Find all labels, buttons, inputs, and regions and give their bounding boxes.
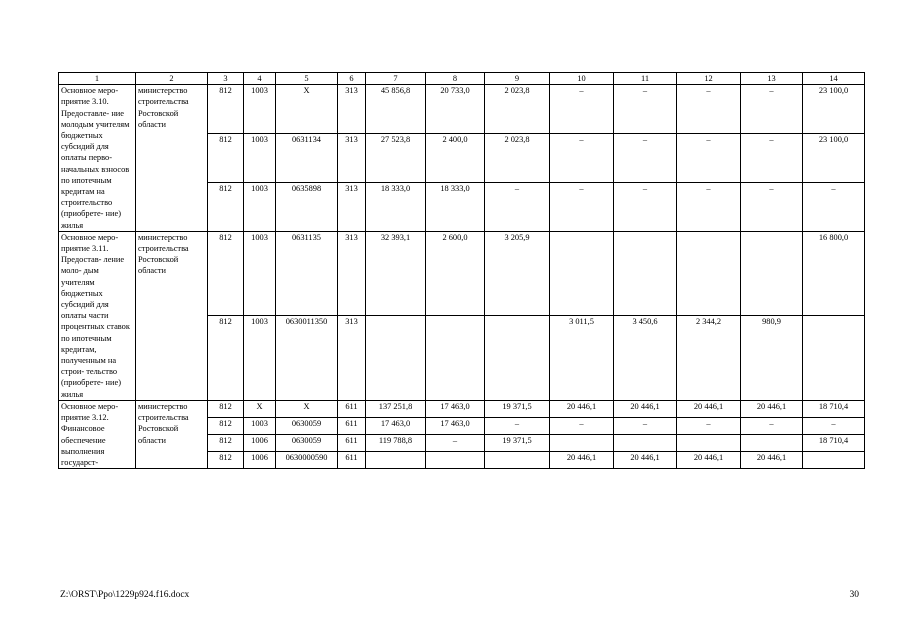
value-cell: 27 523,8 [366,134,426,183]
column-header: 9 [485,73,550,85]
value-cell: 20 446,1 [741,400,803,417]
column-header: 11 [614,73,677,85]
measure-name-cell: Основное меро- приятие 3.12. Финансовое обеспечение выполнения государст- [59,400,136,468]
value-cell [366,316,426,401]
column-header: 13 [741,73,803,85]
table-row [59,400,865,417]
value-cell: – [741,134,803,183]
value-cell: – [741,417,803,434]
value-cell: 17 463,0 [426,417,485,434]
executor-cell: министерство строительства Ростовской области [136,400,208,468]
footer-file-path: Z:\ORST\Ppo\1229p924.f16.docx [60,590,190,600]
executor-cell: министерство строительства Ростовской области [136,85,208,232]
table-row [59,231,865,316]
value-cell: 313 [338,316,366,401]
value-cell [614,231,677,316]
value-cell [803,452,865,469]
value-cell: 19 371,5 [485,400,550,417]
table-row [59,85,865,134]
value-cell: 611 [338,452,366,469]
column-header: 10 [550,73,614,85]
value-cell: 20 446,1 [614,400,677,417]
value-cell: 17 463,0 [366,417,426,434]
value-cell: – [677,134,741,183]
value-cell: 812 [208,452,244,469]
value-cell: 32 393,1 [366,231,426,316]
value-cell: 812 [208,434,244,451]
measure-name-cell: Основное меро- приятие 3.10. Предоставле- ние молодым учителям бюджетных субсидий для оплаты перво- начальных взносов по ипотечным кредитам на строительство (приобрете- ние) жилья [59,85,136,232]
value-cell [614,434,677,451]
value-cell [741,231,803,316]
table-body [59,73,865,469]
value-cell: 812 [208,231,244,316]
value-cell: 611 [338,434,366,451]
value-cell: – [677,85,741,134]
value-cell: 17 463,0 [426,400,485,417]
value-cell: – [550,182,614,231]
value-cell: 1003 [244,316,276,401]
value-cell [485,316,550,401]
value-cell: 20 446,1 [741,452,803,469]
page-number: 30 [849,590,859,600]
column-header: 14 [803,73,865,85]
budget-table [58,72,865,469]
value-cell: 16 800,0 [803,231,865,316]
value-cell: 119 788,8 [366,434,426,451]
value-cell: 45 856,8 [366,85,426,134]
value-cell: 1003 [244,85,276,134]
value-cell: 1006 [244,434,276,451]
measure-name-cell: Основное меро- приятие 3.11. Предостав- ление моло- дым учителям бюджетных субсидий для оплаты части процентных ставок по ипотечным кредитам, полученным на строи- тельство (приобрете- ние) жилья [59,231,136,400]
column-header: 7 [366,73,426,85]
value-cell: 1003 [244,417,276,434]
value-cell: 20 446,1 [614,452,677,469]
value-cell: 812 [208,400,244,417]
value-cell: 18 710,4 [803,400,865,417]
value-cell: Х [276,400,338,417]
value-cell: 18 333,0 [426,182,485,231]
value-cell: – [485,417,550,434]
column-number-row [59,73,865,85]
value-cell: 812 [208,134,244,183]
value-cell: – [614,85,677,134]
value-cell: 18 333,0 [366,182,426,231]
value-cell: 313 [338,231,366,316]
column-header: 1 [59,73,136,85]
value-cell: 611 [338,417,366,434]
value-cell: 812 [208,85,244,134]
value-cell: 20 446,1 [550,452,614,469]
value-cell: – [550,85,614,134]
value-cell: Х [276,85,338,134]
value-cell: – [741,85,803,134]
value-cell [550,434,614,451]
value-cell: 2 344,2 [677,316,741,401]
column-header: 4 [244,73,276,85]
value-cell: 20 446,1 [677,452,741,469]
value-cell [677,231,741,316]
value-cell [485,452,550,469]
value-cell: 1003 [244,182,276,231]
value-cell: 1006 [244,452,276,469]
column-header: 6 [338,73,366,85]
value-cell: 2 023,8 [485,134,550,183]
value-cell: 0631135 [276,231,338,316]
value-cell: 2 023,8 [485,85,550,134]
value-cell: 313 [338,182,366,231]
value-cell: 980,9 [741,316,803,401]
value-cell: 137 251,8 [366,400,426,417]
value-cell: 1003 [244,134,276,183]
value-cell: 2 600,0 [426,231,485,316]
value-cell [426,452,485,469]
value-cell [550,231,614,316]
value-cell: 313 [338,85,366,134]
value-cell: 20 733,0 [426,85,485,134]
value-cell: – [614,182,677,231]
value-cell: 18 710,4 [803,434,865,451]
value-cell: – [803,417,865,434]
value-cell: – [550,134,614,183]
value-cell: 812 [208,316,244,401]
value-cell: – [677,182,741,231]
value-cell: 611 [338,400,366,417]
value-cell: 3 011,5 [550,316,614,401]
column-header: 3 [208,73,244,85]
value-cell: 313 [338,134,366,183]
column-header: 8 [426,73,485,85]
value-cell: 2 400,0 [426,134,485,183]
value-cell [426,316,485,401]
executor-cell: министерство строительства Ростовской области [136,231,208,400]
value-cell: 812 [208,417,244,434]
value-cell [803,316,865,401]
value-cell [677,434,741,451]
value-cell [366,452,426,469]
value-cell: – [550,417,614,434]
value-cell: 3 450,6 [614,316,677,401]
value-cell: 20 446,1 [677,400,741,417]
value-cell [741,434,803,451]
value-cell: 3 205,9 [485,231,550,316]
column-header: 5 [276,73,338,85]
value-cell: – [677,417,741,434]
value-cell: Х [244,400,276,417]
value-cell: 0630011350 [276,316,338,401]
value-cell: 0630059 [276,434,338,451]
value-cell: 23 100,0 [803,134,865,183]
value-cell: 0631134 [276,134,338,183]
column-header: 2 [136,73,208,85]
column-header: 12 [677,73,741,85]
value-cell: – [485,182,550,231]
value-cell: – [741,182,803,231]
value-cell: – [803,182,865,231]
value-cell: – [614,417,677,434]
value-cell: 1003 [244,231,276,316]
value-cell: 812 [208,182,244,231]
value-cell: 0630059 [276,417,338,434]
value-cell: – [614,134,677,183]
value-cell: 23 100,0 [803,85,865,134]
value-cell: – [426,434,485,451]
value-cell: 19 371,5 [485,434,550,451]
value-cell: 0630000590 [276,452,338,469]
value-cell: 20 446,1 [550,400,614,417]
value-cell: 0635898 [276,182,338,231]
